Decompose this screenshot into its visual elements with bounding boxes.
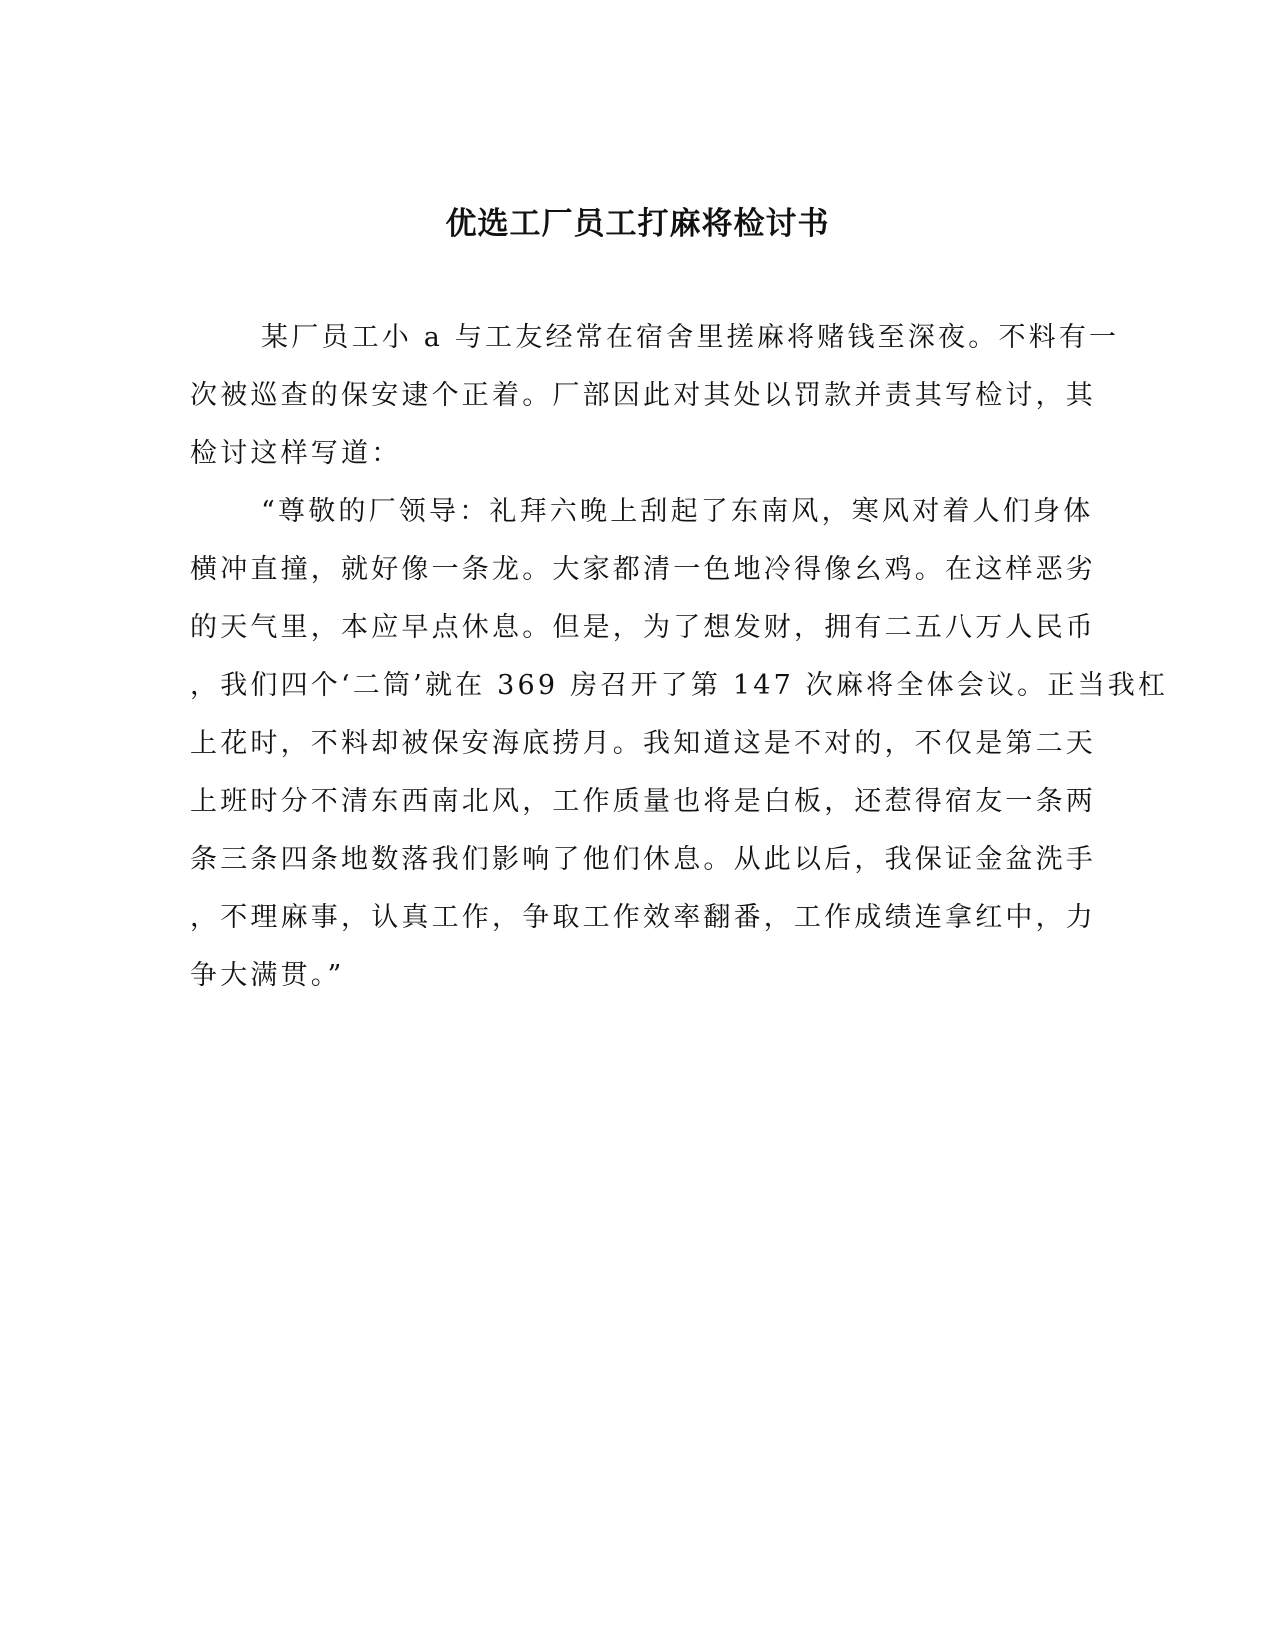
document-title: 优选工厂员工打麻将检讨书 (445, 206, 830, 242)
text-line: ，我们四个‘二筒’就在 369 房召开了第 147 次麻将全体会议。正当我杠 (190, 670, 1169, 701)
text-line: 争大满贯。” (190, 960, 345, 991)
text-line: 的天气里，本应早点休息。但是，为了想发财，拥有二五八万人民币 (190, 612, 1096, 643)
text-line: 检讨这样写道： (190, 438, 402, 469)
text-line: 某厂员工小 a 与工友经常在宿舍里搓麻将赌钱至深夜。不料有一 (261, 322, 1120, 353)
text-line: 上花时，不料却被保安海底捞月。我知道这是不对的，不仅是第二天 (190, 728, 1096, 759)
text-line: “尊敬的厂领导：礼拜六晚上刮起了东南风，寒风对着人们身体 (261, 496, 1094, 527)
text-line: ，不理麻事，认真工作，争取工作效率翻番，工作成绩连拿红中，力 (190, 902, 1096, 933)
text-line: 横冲直撞，就好像一条龙。大家都清一色地冷得像幺鸡。在这样恶劣 (190, 554, 1096, 585)
text-line: 条三条四条地数落我们影响了他们休息。从此以后，我保证金盆洗手 (190, 844, 1096, 875)
text-line: 上班时分不清东西南北风，工作质量也将是白板，还惹得宿友一条两 (190, 786, 1096, 817)
text-line: 次被巡查的保安逮个正着。厂部因此对其处以罚款并责其写检讨，其 (190, 380, 1096, 411)
